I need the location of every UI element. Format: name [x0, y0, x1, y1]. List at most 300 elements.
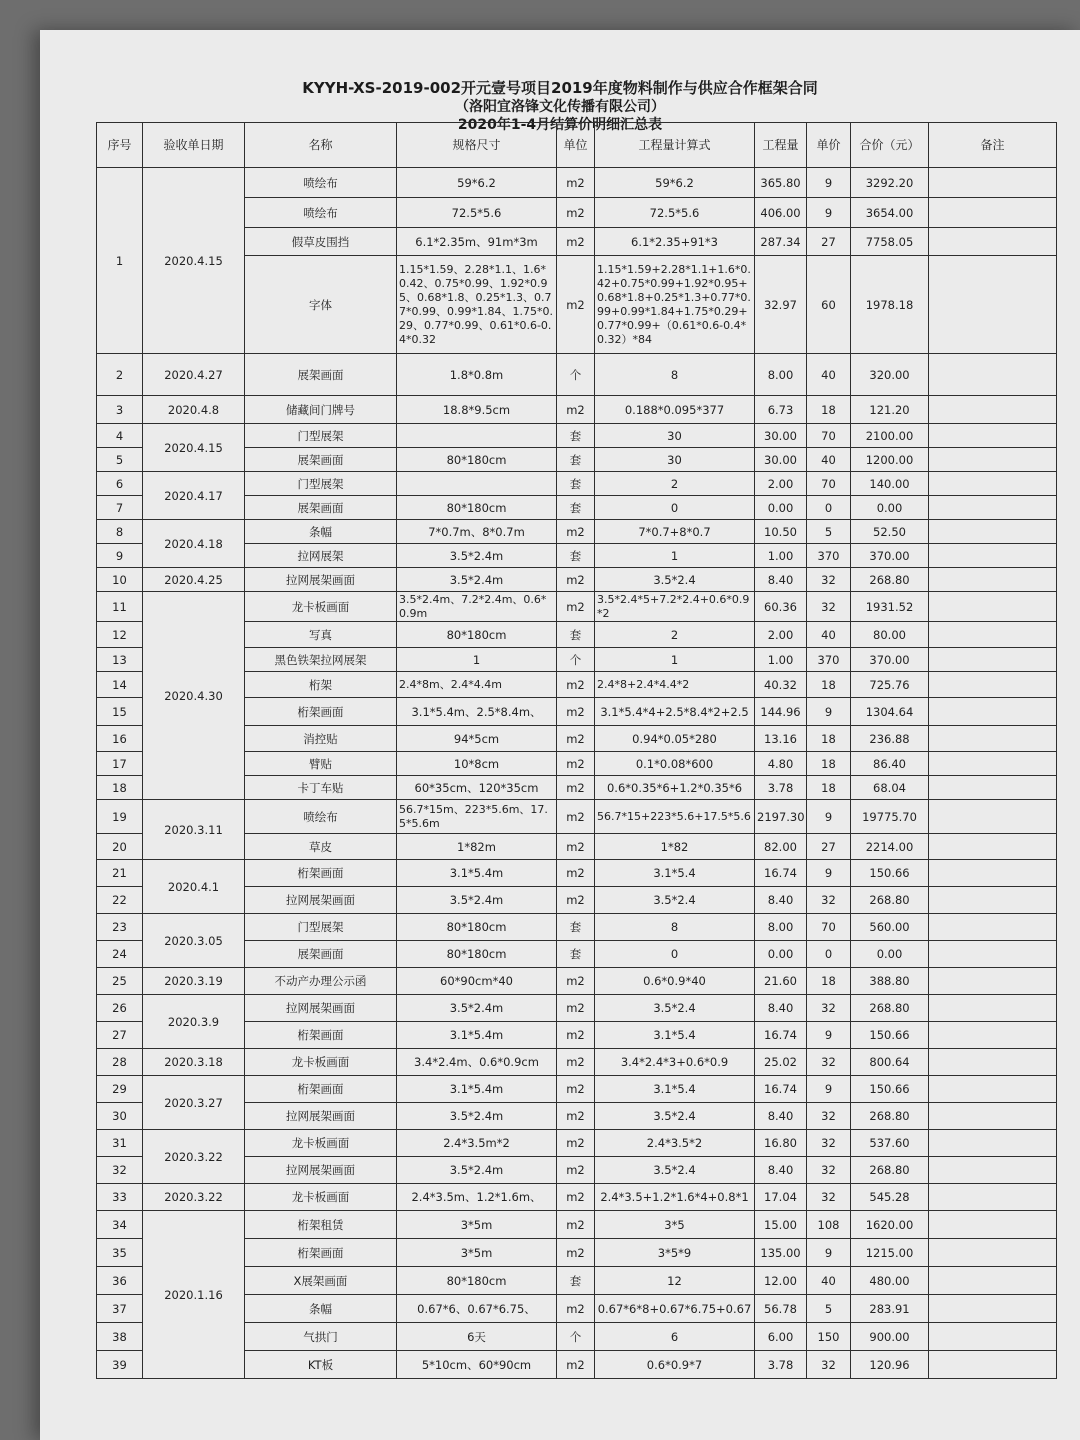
remark: [929, 1157, 1057, 1184]
quantity: 16.80: [755, 1130, 807, 1157]
quantity: 16.74: [755, 860, 807, 887]
line-total: 1200.00: [851, 448, 929, 472]
unit-price: 32: [807, 887, 851, 914]
quantity-formula: 3.5*2.4*5+7.2*2.4+0.6*0.9*2: [595, 592, 755, 622]
line-total: 68.04: [851, 776, 929, 800]
quantity: 30.00: [755, 448, 807, 472]
line-total: 370.00: [851, 648, 929, 672]
line-total: 268.80: [851, 568, 929, 592]
row-number: 33: [97, 1184, 143, 1211]
spec-size: 3.5*2.4m: [397, 1157, 557, 1184]
spec-size: 80*180cm: [397, 448, 557, 472]
unit: 套: [557, 914, 595, 941]
quantity: 40.32: [755, 672, 807, 698]
unit-price: 32: [807, 995, 851, 1022]
table-row: [97, 914, 1057, 941]
unit-price: 9: [807, 198, 851, 228]
quantity-formula: 3.1*5.4: [595, 1076, 755, 1103]
remark: [929, 354, 1057, 396]
item-name: 桁架: [245, 672, 397, 698]
unit: 套: [557, 941, 595, 968]
unit: m2: [557, 1184, 595, 1211]
item-name: 不动产办理公示函: [245, 968, 397, 995]
item-name: KT板: [245, 1351, 397, 1379]
spec-size: 80*180cm: [397, 1267, 557, 1295]
document-sheet: [40, 30, 1080, 1440]
line-total: 19775.70: [851, 800, 929, 834]
acceptance-date: 2020.4.17: [143, 472, 245, 520]
row-number: 30: [97, 1103, 143, 1130]
quantity: 12.00: [755, 1267, 807, 1295]
col-header-date: 验收单日期: [143, 123, 245, 168]
item-name: 拉网展架: [245, 544, 397, 568]
table-row: [97, 800, 1057, 834]
acceptance-date: 2020.4.18: [143, 520, 245, 568]
unit-price: 0: [807, 496, 851, 520]
remark: [929, 1239, 1057, 1267]
table-row: [97, 1076, 1057, 1103]
col-header-price: 单价: [807, 123, 851, 168]
spec-size: 6.1*2.35m、91m*3m: [397, 228, 557, 256]
spec-size: 10*8cm: [397, 752, 557, 776]
unit-price: 32: [807, 1130, 851, 1157]
row-number: 26: [97, 995, 143, 1022]
unit: m2: [557, 198, 595, 228]
table-row: [97, 354, 1057, 396]
quantity-formula: 2: [595, 622, 755, 648]
line-total: 1978.18: [851, 256, 929, 354]
item-name: 拉网展架画面: [245, 1103, 397, 1130]
line-total: 370.00: [851, 544, 929, 568]
row-number: 6: [97, 472, 143, 496]
row-number: 19: [97, 800, 143, 834]
unit: m2: [557, 860, 595, 887]
quantity-formula: 0.188*0.095*377: [595, 396, 755, 424]
line-total: 120.96: [851, 1351, 929, 1379]
row-number: 24: [97, 941, 143, 968]
quantity: 8.40: [755, 1157, 807, 1184]
line-total: 150.66: [851, 1076, 929, 1103]
remark: [929, 1103, 1057, 1130]
row-number: 8: [97, 520, 143, 544]
unit-price: 5: [807, 1295, 851, 1323]
table-body: [97, 168, 1057, 1379]
item-name: 龙卡板画面: [245, 1130, 397, 1157]
acceptance-date: 2020.1.16: [143, 1211, 245, 1379]
row-number: 17: [97, 752, 143, 776]
item-name: 门型展架: [245, 424, 397, 448]
remark: [929, 1022, 1057, 1049]
table-row: [97, 424, 1057, 448]
spec-size: 3.5*2.4m: [397, 568, 557, 592]
col-header-unit: 单位: [557, 123, 595, 168]
line-total: 900.00: [851, 1323, 929, 1351]
unit: m2: [557, 168, 595, 198]
line-total: 480.00: [851, 1267, 929, 1295]
remark: [929, 1295, 1057, 1323]
unit: m2: [557, 1130, 595, 1157]
remark: [929, 672, 1057, 698]
unit: 个: [557, 354, 595, 396]
header-row: [97, 123, 1057, 168]
quantity-formula: 0: [595, 941, 755, 968]
acceptance-date: 2020.4.1: [143, 860, 245, 914]
remark: [929, 968, 1057, 995]
quantity: 1.00: [755, 544, 807, 568]
remark: [929, 568, 1057, 592]
quantity-formula: 2.4*8+2.4*4.4*2: [595, 672, 755, 698]
line-total: 560.00: [851, 914, 929, 941]
remark: [929, 520, 1057, 544]
unit: m2: [557, 698, 595, 726]
quantity-formula: 0.6*0.9*40: [595, 968, 755, 995]
line-total: 121.20: [851, 396, 929, 424]
unit-price: 18: [807, 396, 851, 424]
unit-price: 9: [807, 1022, 851, 1049]
quantity-formula: 1: [595, 544, 755, 568]
unit: m2: [557, 256, 595, 354]
line-total: 3654.00: [851, 198, 929, 228]
row-number: 3: [97, 396, 143, 424]
remark: [929, 1323, 1057, 1351]
remark: [929, 424, 1057, 448]
quantity: 10.50: [755, 520, 807, 544]
item-name: 拉网展架画面: [245, 995, 397, 1022]
line-total: 545.28: [851, 1184, 929, 1211]
quantity: 0.00: [755, 941, 807, 968]
quantity-formula: 3.5*2.4: [595, 887, 755, 914]
unit-price: 370: [807, 648, 851, 672]
spec-size: 94*5cm: [397, 726, 557, 752]
spec-size: 80*180cm: [397, 496, 557, 520]
spec-size: 72.5*5.6: [397, 198, 557, 228]
unit: 套: [557, 496, 595, 520]
item-name: 写真: [245, 622, 397, 648]
quantity: 4.80: [755, 752, 807, 776]
unit-price: 9: [807, 800, 851, 834]
quantity-formula: 0.94*0.05*280: [595, 726, 755, 752]
quantity: 0.00: [755, 496, 807, 520]
acceptance-date: 2020.4.15: [143, 168, 245, 354]
settlement-table: [96, 122, 1057, 1379]
table-row: [97, 520, 1057, 544]
row-number: 15: [97, 698, 143, 726]
col-header-qty: 工程量: [755, 123, 807, 168]
row-number: 31: [97, 1130, 143, 1157]
spec-size: 2.4*8m、2.4*4.4m: [397, 672, 557, 698]
item-name: 条幅: [245, 520, 397, 544]
unit: m2: [557, 726, 595, 752]
remark: [929, 1130, 1057, 1157]
remark: [929, 834, 1057, 860]
remark: [929, 396, 1057, 424]
spec-size: 3.1*5.4m: [397, 1076, 557, 1103]
remark: [929, 198, 1057, 228]
table-row: [97, 592, 1057, 622]
unit: m2: [557, 228, 595, 256]
quantity-formula: 3*5: [595, 1211, 755, 1239]
unit-price: 18: [807, 968, 851, 995]
unit: m2: [557, 968, 595, 995]
unit: m2: [557, 752, 595, 776]
line-total: 725.76: [851, 672, 929, 698]
quantity-formula: 3.5*2.4: [595, 1103, 755, 1130]
line-total: 800.64: [851, 1049, 929, 1076]
quantity: 8.00: [755, 354, 807, 396]
spec-size: 3.4*2.4m、0.6*0.9cm: [397, 1049, 557, 1076]
remark: [929, 941, 1057, 968]
quantity-formula: 0.1*0.08*600: [595, 752, 755, 776]
remark: [929, 1049, 1057, 1076]
remark: [929, 1076, 1057, 1103]
row-number: 1: [97, 168, 143, 354]
line-total: 0.00: [851, 941, 929, 968]
remark: [929, 1184, 1057, 1211]
quantity: 8.40: [755, 568, 807, 592]
acceptance-date: 2020.4.25: [143, 568, 245, 592]
unit: m2: [557, 1295, 595, 1323]
item-name: X展架画面: [245, 1267, 397, 1295]
item-name: 龙卡板画面: [245, 1049, 397, 1076]
quantity-formula: 3*5*9: [595, 1239, 755, 1267]
spec-size: 1.8*0.8m: [397, 354, 557, 396]
acceptance-date: 2020.3.05: [143, 914, 245, 968]
row-number: 36: [97, 1267, 143, 1295]
remark: [929, 860, 1057, 887]
quantity-formula: 1*82: [595, 834, 755, 860]
unit: 套: [557, 1267, 595, 1295]
unit-price: 32: [807, 1103, 851, 1130]
unit: m2: [557, 672, 595, 698]
table-row: [97, 568, 1057, 592]
quantity-formula: 3.1*5.4: [595, 860, 755, 887]
quantity-formula: 56.7*15+223*5.6+17.5*5.6: [595, 800, 755, 834]
remark: [929, 995, 1057, 1022]
col-header-remark: 备注: [929, 123, 1057, 168]
quantity: 365.80: [755, 168, 807, 198]
quantity: 8.40: [755, 887, 807, 914]
item-name: 桁架画面: [245, 698, 397, 726]
spec-size: 18.8*9.5cm: [397, 396, 557, 424]
quantity-formula: 0.6*0.9*7: [595, 1351, 755, 1379]
acceptance-date: 2020.3.27: [143, 1076, 245, 1130]
unit: 套: [557, 424, 595, 448]
spec-size: 80*180cm: [397, 941, 557, 968]
quantity-formula: 0: [595, 496, 755, 520]
row-number: 12: [97, 622, 143, 648]
quantity-formula: 1.15*1.59+2.28*1.1+1.6*0.42+0.75*0.99+1.92*0.95+0.68*1.8+0.25*1.3+0.77*0.99+0.99*1.84+1.75*0.29+0.77*0.99+（0.61*0.6-0.4*0.32）*84: [595, 256, 755, 354]
line-total: 2214.00: [851, 834, 929, 860]
acceptance-date: 2020.4.15: [143, 424, 245, 472]
quantity: 30.00: [755, 424, 807, 448]
quantity: 406.00: [755, 198, 807, 228]
line-total: 1304.64: [851, 698, 929, 726]
quantity: 6.00: [755, 1323, 807, 1351]
remark: [929, 622, 1057, 648]
spec-size: 2.4*3.5m、1.2*1.6m、: [397, 1184, 557, 1211]
row-number: 10: [97, 568, 143, 592]
spec-size: [397, 424, 557, 448]
table-row: [97, 860, 1057, 887]
unit: m2: [557, 396, 595, 424]
unit-price: 32: [807, 568, 851, 592]
item-name: 字体: [245, 256, 397, 354]
table-title: 2020年1-4月结算价明细汇总表: [457, 117, 663, 133]
unit: m2: [557, 1076, 595, 1103]
quantity: 2.00: [755, 472, 807, 496]
acceptance-date: 2020.4.27: [143, 354, 245, 396]
spec-size: 3.5*2.4m: [397, 544, 557, 568]
item-name: 拉网展架画面: [245, 1157, 397, 1184]
remark: [929, 496, 1057, 520]
spec-size: 3.1*5.4m: [397, 860, 557, 887]
unit: m2: [557, 1351, 595, 1379]
remark: [929, 698, 1057, 726]
spec-size: 80*180cm: [397, 622, 557, 648]
spec-size: 3.5*2.4m: [397, 995, 557, 1022]
unit-price: 32: [807, 1351, 851, 1379]
row-number: 5: [97, 448, 143, 472]
quantity-formula: 8: [595, 914, 755, 941]
quantity: 2197.30: [755, 800, 807, 834]
spec-size: 6天: [397, 1323, 557, 1351]
quantity: 287.34: [755, 228, 807, 256]
item-name: 展架画面: [245, 941, 397, 968]
col-header-no: 序号: [97, 123, 143, 168]
unit-price: 5: [807, 520, 851, 544]
acceptance-date: 2020.4.8: [143, 396, 245, 424]
unit: m2: [557, 1239, 595, 1267]
spec-size: 3*5m: [397, 1211, 557, 1239]
acceptance-date: 2020.3.9: [143, 995, 245, 1049]
item-name: 草皮: [245, 834, 397, 860]
remark: [929, 1211, 1057, 1239]
table-row: [97, 168, 1057, 198]
table-row: [97, 1211, 1057, 1239]
quantity-formula: 0.67*6*8+0.67*6.75+0.67: [595, 1295, 755, 1323]
line-total: 388.80: [851, 968, 929, 995]
row-number: 7: [97, 496, 143, 520]
line-total: 1620.00: [851, 1211, 929, 1239]
row-number: 28: [97, 1049, 143, 1076]
unit-price: 27: [807, 834, 851, 860]
row-number: 35: [97, 1239, 143, 1267]
item-name: 门型展架: [245, 472, 397, 496]
quantity: 3.78: [755, 1351, 807, 1379]
unit-price: 40: [807, 354, 851, 396]
unit: m2: [557, 995, 595, 1022]
unit-price: 9: [807, 860, 851, 887]
acceptance-date: 2020.3.22: [143, 1184, 245, 1211]
unit: 个: [557, 1323, 595, 1351]
quantity-formula: 0.6*0.35*6+1.2*0.35*6: [595, 776, 755, 800]
quantity: 15.00: [755, 1211, 807, 1239]
unit: m2: [557, 800, 595, 834]
quantity: 16.74: [755, 1076, 807, 1103]
table-row: [97, 396, 1057, 424]
quantity: 56.78: [755, 1295, 807, 1323]
spec-size: 2.4*3.5m*2: [397, 1130, 557, 1157]
spec-size: [397, 472, 557, 496]
unit: 套: [557, 448, 595, 472]
unit-price: 70: [807, 424, 851, 448]
spec-size: 60*90cm*40: [397, 968, 557, 995]
unit: m2: [557, 776, 595, 800]
row-number: 34: [97, 1211, 143, 1239]
row-number: 39: [97, 1351, 143, 1379]
unit-price: 9: [807, 1239, 851, 1267]
unit: m2: [557, 568, 595, 592]
remark: [929, 448, 1057, 472]
item-name: 储藏间门牌号: [245, 396, 397, 424]
remark: [929, 168, 1057, 198]
row-number: 4: [97, 424, 143, 448]
unit: m2: [557, 1157, 595, 1184]
remark: [929, 256, 1057, 354]
row-number: 21: [97, 860, 143, 887]
unit-price: 32: [807, 592, 851, 622]
row-number: 9: [97, 544, 143, 568]
row-number: 20: [97, 834, 143, 860]
unit-price: 18: [807, 776, 851, 800]
line-total: 537.60: [851, 1130, 929, 1157]
item-name: 黑色铁架拉网展架: [245, 648, 397, 672]
unit-price: 9: [807, 1076, 851, 1103]
table-row: [97, 968, 1057, 995]
table-row: [97, 472, 1057, 496]
item-name: 门型展架: [245, 914, 397, 941]
quantity: 3.78: [755, 776, 807, 800]
item-name: 喷绘布: [245, 168, 397, 198]
unit-price: 150: [807, 1323, 851, 1351]
spec-size: 7*0.7m、8*0.7m: [397, 520, 557, 544]
quantity: 17.04: [755, 1184, 807, 1211]
remark: [929, 752, 1057, 776]
remark: [929, 776, 1057, 800]
col-header-formula: 工程量计算式: [595, 123, 755, 168]
quantity-formula: 2.4*3.5*2: [595, 1130, 755, 1157]
unit: m2: [557, 834, 595, 860]
quantity: 135.00: [755, 1239, 807, 1267]
item-name: 桁架租赁: [245, 1211, 397, 1239]
quantity-formula: 3.5*2.4: [595, 1157, 755, 1184]
table-row: [97, 1184, 1057, 1211]
unit: m2: [557, 520, 595, 544]
row-number: 18: [97, 776, 143, 800]
quantity-formula: 2: [595, 472, 755, 496]
quantity: 144.96: [755, 698, 807, 726]
unit-price: 40: [807, 622, 851, 648]
quantity-formula: 3.5*2.4: [595, 568, 755, 592]
row-number: 29: [97, 1076, 143, 1103]
item-name: 展架画面: [245, 448, 397, 472]
quantity-formula: 8: [595, 354, 755, 396]
spec-size: 3.5*2.4m: [397, 887, 557, 914]
acceptance-date: 2020.4.30: [143, 592, 245, 800]
unit: m2: [557, 1211, 595, 1239]
line-total: 1215.00: [851, 1239, 929, 1267]
quantity: 32.97: [755, 256, 807, 354]
acceptance-date: 2020.3.19: [143, 968, 245, 995]
col-header-spec: 规格尺寸: [397, 123, 557, 168]
item-name: 喷绘布: [245, 198, 397, 228]
remark: [929, 228, 1057, 256]
quantity-formula: 7*0.7+8*0.7: [595, 520, 755, 544]
remark: [929, 1351, 1057, 1379]
remark: [929, 800, 1057, 834]
line-total: 268.80: [851, 1103, 929, 1130]
spec-size: 3.1*5.4m、2.5*8.4m、: [397, 698, 557, 726]
